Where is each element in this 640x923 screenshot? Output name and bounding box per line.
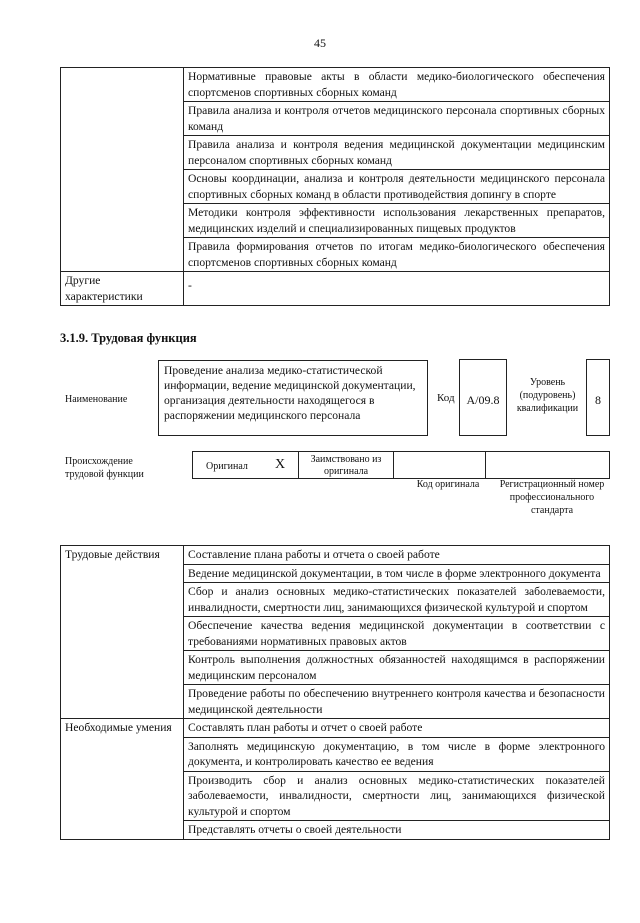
table-cell: Ведение медицинской документации, в том числе в форме электронного документа: [184, 564, 610, 583]
table-cell: Производить сбор и анализ основных медико-статистических показателей заболеваемости, инвалидности, смертности лиц, занимающихся физической культурой и спортом: [184, 771, 610, 821]
section-title: 3.1.9. Трудовая функция: [60, 331, 197, 345]
other-characteristics-value: -: [184, 272, 610, 306]
original-label: Оригинал: [206, 461, 248, 472]
other-characteristics-label: Другие характеристики: [61, 272, 184, 306]
table-cell: Проведение работы по обеспечению внутреннего контроля качества и безопасности медицинской деятельности: [184, 685, 610, 719]
table-cell: Контроль выполнения должностных обязанностей находящимся в распоряжении медицинским персоналом: [184, 651, 610, 685]
table-cell: Составлять план работы и отчет о своей работе: [184, 719, 610, 738]
reg-number-label: Регистрационный номер профессионального стандарта: [499, 479, 605, 516]
table-row: [61, 719, 610, 738]
origin-label: Происхождение трудовой функции: [65, 456, 144, 480]
table-row: [61, 68, 610, 102]
level-value: 8: [586, 359, 610, 436]
borrowed-label: Заимствовано из оригинала: [299, 451, 394, 479]
table-cell: Правила анализа и контроля отчетов медицинского персонала спортивных сборных команд: [184, 102, 610, 136]
code-label: Код: [437, 392, 455, 404]
name-value: Проведение анализа медико-статистической информации, ведение медицинской документации, организация деятельности находящегося в распоряжении медицинского персонала: [158, 360, 428, 436]
table-row: [61, 546, 610, 565]
actions-label: Трудовые действия: [61, 546, 184, 719]
table-cell: Составление плана работы и отчета о своей работе: [184, 546, 610, 565]
table-cell: Представлять отчеты о своей деятельности: [184, 821, 610, 840]
page-number: 45: [314, 36, 326, 50]
table-cell: Методики контроля эффективности использования лекарственных препаратов, медицинских изделий и специализированных пищевых продуктов: [184, 204, 610, 238]
original-mark: X: [275, 457, 286, 472]
code-original-cell: [394, 451, 486, 479]
reg-number-cell: [486, 451, 610, 479]
name-label: Наименование: [65, 394, 128, 405]
table-cell: Заполнять медицинскую документацию, в том числе в форме электронного документа, и контролировать качество ее ведения: [184, 737, 610, 771]
origin-row: [192, 451, 610, 479]
table-cell: Правила анализа и контроля ведения медицинской документации медицинским персоналом спортивных сборных команд: [184, 136, 610, 170]
code-value: А/09.8: [459, 359, 507, 436]
table-cell: Обеспечение качества ведения медицинской документации в соответствии с требованиями нормативных правовых актов: [184, 617, 610, 651]
table-cell: Правила формирования отчетов по итогам медико-биологического обеспечения спортсменов спортивных сборных команд: [184, 238, 610, 272]
code-original-label: Код оригинала: [416, 479, 480, 490]
table-row: [61, 272, 610, 306]
knowledge-table: [60, 67, 610, 306]
table-cell: Нормативные правовые акты в области медико-биологического обеспечения спортсменов спортивных сборных команд: [184, 68, 610, 102]
level-label: Уровень (подуровень) квалификации: [516, 377, 579, 414]
original-cell: [192, 451, 299, 479]
table-cell-empty: [61, 68, 184, 272]
table-cell: Основы координации, анализа и контроля деятельности медицинского персонала спортивных сборных команд в области противодействия допингу в спорте: [184, 170, 610, 204]
skills-label: Необходимые умения: [61, 719, 184, 840]
labor-function-table: [60, 545, 610, 840]
table-cell: Сбор и анализ основных медико-статистических показателей заболеваемости, инвалидности, смертности лиц, занимающихся физической культурой и спортом: [184, 583, 610, 617]
